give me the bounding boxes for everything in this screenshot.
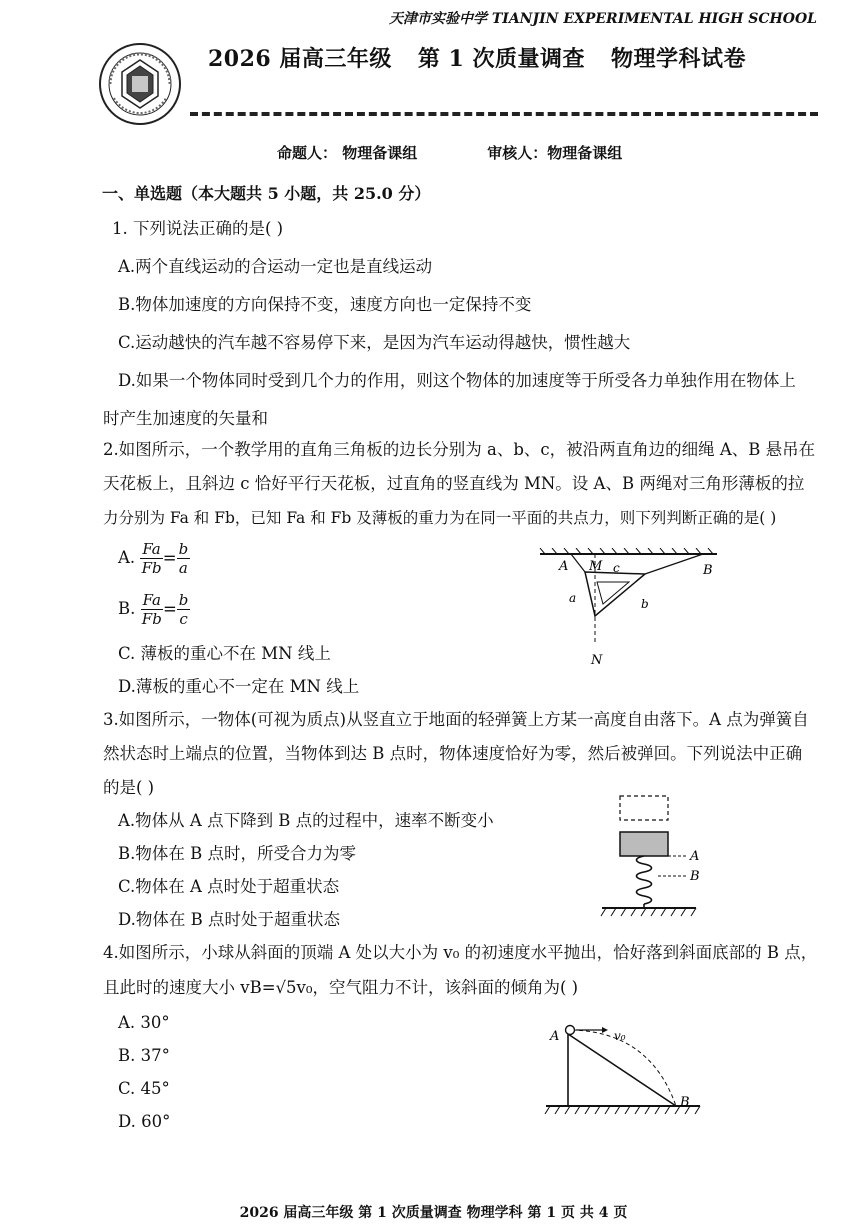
school-seal-logo [98,42,182,126]
q2-fig-label-b-side: b [641,597,649,611]
q2-b-fraction-right [177,591,191,628]
q2-fig-label-m: M [589,559,603,574]
q2-b-rnum: b [178,591,189,609]
q4-fig-label-b: B [680,1095,690,1110]
q2-b-fraction-left [141,591,163,628]
q1-stem: 1. 下列说法正确的是( ) [112,219,284,238]
school-name: 天津市实验中学 TIANJIN EXPERIMENTAL HIGH SCHOOL [388,11,817,27]
q4-figure-incline [540,1018,710,1120]
section-heading: 一、单选题（本大题共 5 小题，共 25.0 分） [102,184,431,203]
q3-figure-spring [598,790,708,920]
q2-fig-label-c: c [613,561,620,575]
q3-option-c: C.物体在 A 点时处于超重状态 [118,877,340,896]
title-exam: 第 1 次质量调查 [417,46,586,72]
q2-option-c: C. 薄板的重心不在 MN 线上 [118,644,331,663]
q2-b-num: Fa [142,591,161,609]
q4-fig-label-v0: v₀ [614,1029,626,1043]
q2-b-label: B. [118,599,136,618]
q2-b-den: Fb [141,610,162,628]
q4-option-b: B. 37° [118,1046,170,1065]
q2-stem-line1: 2.如图所示，一个教学用的直角三角板的边长分别为 a、b、c，被沿两直角边的细绳 A、B 悬吊在 [103,440,816,459]
q2-stem-line3: 力分别为 Fa 和 Fb，已知 Fa 和 Fb 及薄板的重力为在同一平面的共点力，则下列判断正确的是( ) [103,509,777,527]
q4-stem-line1: 4.如图所示，小球从斜面的顶端 A 处以大小为 v₀ 的初速度水平抛出，恰好落到斜面底部的 B 点， [103,943,818,962]
q4-fig-label-a: A [550,1029,560,1044]
q1-option-b: B.物体加速度的方向保持不变，速度方向也一定保持不变 [118,295,532,314]
q3-stem-line2: 然状态时上端点的位置，当物体到达 B 点时，物体速度恰好为零，然后被弹回。下列说法中正确 [103,744,803,763]
q2-a-fraction-left [140,540,162,577]
authors-line [277,142,692,163]
q2-a-den: Fb [141,559,162,577]
title-subject: 物理学科试卷 [611,46,747,72]
q4-option-a: A. 30° [118,1013,170,1032]
q2-option-b [118,591,190,628]
q3-fig-label-a: A [690,849,700,864]
q4-stem-line2: 且此时的速度大小 vB=√5v₀，空气阻力不计，该斜面的倾角为( ) [103,978,579,997]
q3-option-a: A.物体从 A 点下降到 B 点的过程中，速率不断变小 [118,811,494,830]
q2-stem-line2: 天花板上，且斜边 c 恰好平行天花板，过直角的竖直线为 MN。设 A、B 两绳对三角形薄板的拉 [103,474,805,493]
q2-fig-label-b-point: B [703,563,713,578]
q3-fig-label-b: B [690,869,700,884]
q3-option-d: D.物体在 B 点时处于超重状态 [118,910,341,929]
q1-option-c: C.运动越快的汽车越不容易停下来，是因为汽车运动得越快，惯性越大 [118,333,631,352]
q3-option-b: B.物体在 B 点时，所受合力为零 [118,844,356,863]
q2-b-rden: c [179,610,188,628]
q1-option-d-line2: 时产生加速度的矢量和 [103,409,268,428]
q4-option-c: C. 45° [118,1079,170,1098]
q2-a-equals: = [162,548,177,568]
q2-a-rnum: b [178,540,189,558]
q2-fig-label-a-side: a [569,591,577,605]
reviewer-text: 审核人：物理备课组 [487,144,623,162]
q1-option-d-line1: D.如果一个物体同时受到几个力的作用，则这个物体的加速度等于所受各力单独作用在物体上 [118,371,796,390]
q2-figure-triangle [535,548,725,673]
author-text: 命题人： 物理备课组 [277,144,418,162]
q2-option-d: D.薄板的重心不一定在 MN 线上 [118,677,360,696]
q2-option-a [118,540,190,577]
q2-a-label: A. [118,548,136,567]
q2-a-rden: a [178,559,188,577]
page-footer: 2026 届高三年级 第 1 次质量调查 物理学科 第 1 页 共 4 页 [239,1205,628,1221]
title-grade: 2026 届高三年级 [208,46,392,72]
q3-stem-line3: 的是( ) [103,778,155,797]
q1-option-a: A.两个直线运动的合运动一定也是直线运动 [118,257,433,276]
q2-a-num: Fa [142,540,161,558]
q2-fig-label-a-point: A [559,559,569,574]
q4-option-d: D. 60° [118,1112,171,1131]
q2-a-fraction-right [177,540,191,577]
header-divider [190,112,818,116]
page-title [208,42,772,73]
q2-fig-label-n: N [591,653,603,668]
q3-stem-line1: 3.如图所示，一物体(可视为质点)从竖直立于地面的轻弹簧上方某一高度自由落下。A 点为弹簧自 [103,710,809,729]
q2-b-equals: = [162,599,177,619]
